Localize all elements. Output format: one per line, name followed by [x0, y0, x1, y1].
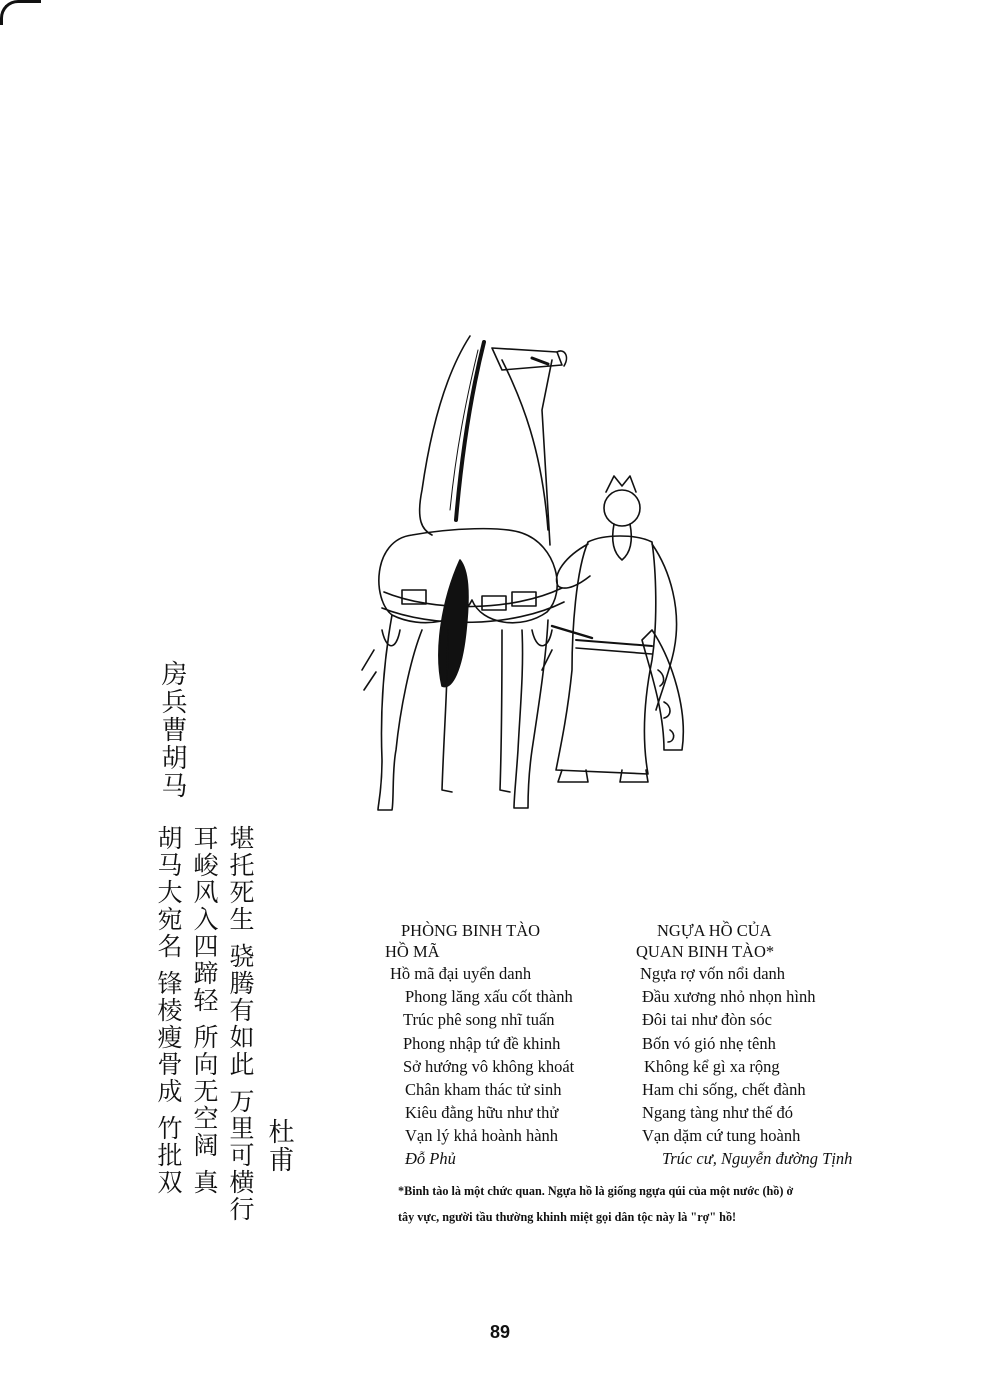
left-poem-title-line: HỒ MÃ [385, 942, 440, 961]
poem-line: Ham chi sống, chết đành [642, 1080, 806, 1100]
poem-line: Vạn dặm cứ tung hoành [642, 1126, 801, 1146]
vertical-column: 堪托死生 骁腾有如此 万里可横行 [226, 824, 255, 1223]
poem-line: Chân kham thác tử sinh [405, 1080, 562, 1100]
footnote-line: *Binh tào là một chức quan. Ngựa hồ là giống ngựa qúi của một nước (hồ) ở [398, 1184, 794, 1198]
poem-line: Hồ mã đại uyển danh [390, 964, 532, 983]
poem-line: Đầu xương nhỏ nhọn hình [642, 987, 816, 1007]
left-poem-author: Đỗ Phủ [405, 1148, 456, 1168]
vertical-column: 胡马大宛名 锋棱瘦骨成 竹批双 [154, 824, 183, 1196]
poem-line: Phong lăng xấu cốt thành [405, 987, 573, 1007]
poem-line: Trúc phê song nhĩ tuấn [403, 1010, 555, 1030]
page-number: 89 [489, 1322, 511, 1342]
poem-line: Không kể gì xa rộng [644, 1056, 780, 1076]
right-poem-author: Trúc cư, Nguyễn đường Tịnh [662, 1148, 853, 1168]
poem-line: Kiêu đằng hữu như thử [405, 1103, 559, 1123]
right-poem [620, 920, 852, 1170]
poem-line: Phong nhập tứ đề khinh [403, 1033, 561, 1053]
left-poem-title-line: PHÒNG BINH TÀO [401, 921, 541, 940]
right-poem-title-line: QUAN BINH TÀO* [636, 942, 775, 961]
left-poem [385, 920, 574, 1170]
poem-line: Ngang tàng như thế đó [642, 1103, 793, 1123]
page-corner-mark [0, 0, 41, 25]
poem-line: Ngựa rợ vốn nổi danh [640, 964, 786, 983]
vertical-chinese-author: 杜甫 [264, 1118, 294, 1174]
vertical-column: 耳峻风入四蹄轻 所向无空阔 真 [190, 824, 219, 1196]
poem-line: Sở hướng vô không khoát [403, 1056, 575, 1076]
right-poem-title-line: NGỰA HỒ CỦA [657, 921, 772, 940]
footnote [398, 1178, 878, 1230]
horse-and-groom-illustration [352, 330, 692, 820]
poem-line: Đôi tai như đòn sóc [642, 1010, 772, 1030]
poem-line: Vạn lý khả hoành hành [405, 1126, 559, 1146]
footnote-line: tây vực, người tầu thường khinh miệt gọi dân tộc này là "rợ" hồ! [398, 1210, 737, 1224]
poem-line: Bốn vó gió nhẹ tênh [642, 1033, 776, 1053]
vertical-chinese-title: 房兵曹胡马 [157, 660, 187, 800]
